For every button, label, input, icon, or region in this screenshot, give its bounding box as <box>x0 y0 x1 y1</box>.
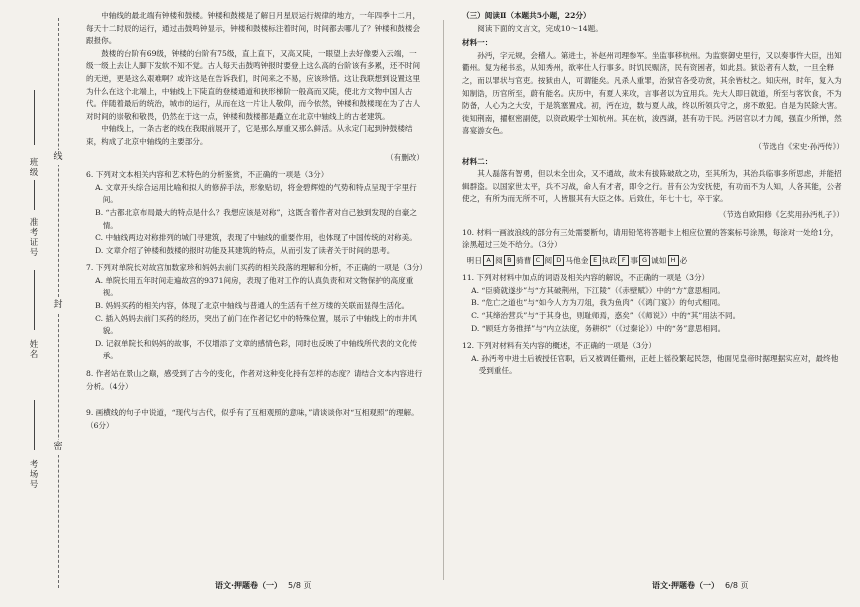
option-b: B. “危亡之道也”与“如今人方为刀俎，我为鱼肉”（《鸿门宴》）的句式相同。 <box>471 298 725 308</box>
text-segment: 如 <box>658 255 667 265</box>
text-segment: 金 <box>580 255 589 265</box>
text-segment: 阅 <box>544 255 553 265</box>
text-segment: 马 <box>565 255 574 265</box>
question-12 <box>462 340 844 378</box>
right-page <box>462 10 844 378</box>
question-stem: 9. 画横线的句子中说道，“现代与古代，似乎有了互相观照的意味，”请谈谈你对“互相观照”的理解。（6分） <box>86 408 419 430</box>
field-line-class[interactable] <box>34 90 35 145</box>
question-stem: 8. 作者站在景山之巅，感受到了古今的变化，作者对这种变化持有怎样的态度？请结合文本内容进行分析。（4分） <box>86 369 423 391</box>
question-stem: 10. 材料一画波浪线的部分有三处需要断句，请用铅笔将答题卡上相应位置的答案标号涂黑，每涂对一处给1分，涂黑超过三处不给分。（3分） <box>462 227 839 250</box>
passage-paragraph: 中轴线的最北端有钟楼和鼓楼。钟楼和鼓楼是了解日月星辰运行规律的地方，一年四季十二月，每天十二时辰的运行，通过击鼓鸣钟显示，钟楼和鼓楼标注着时间，时间都去哪儿了？钟楼和鼓楼会跟报你。 <box>86 11 421 46</box>
text-segment: 曹 <box>523 255 532 265</box>
field-line-name[interactable] <box>34 270 35 330</box>
passage-paragraph: 中轴线上，一条古老的线在我眼前展开了，它是那么厚重又那么鲜活。从永定门起到钟鼓楼结束，构成了北京中轴线的主要部分。 <box>86 124 413 146</box>
page-divider <box>443 20 444 580</box>
left-page-footer <box>215 580 311 591</box>
answer-box-row <box>462 255 844 268</box>
text-segment: 诚 <box>651 255 659 265</box>
passage-paragraph: 鼓楼的台阶有69级，钟楼的台阶有75级，直上直下，又高又陡，一眼望上去好像要入云端，一级一级上去让人脚下发软不知不觉。古人每天击鼓鸣钟报时要登上这么高的台阶该有多累，还不时间的无逆，更是这么艰难啊？或许这是在告诉我们，时间来之不易，应该珍惜。这让我联想到设置这里为什么在这个北端上，中轴线上下陡直的登楼通道和狭形梯阶一般高而又陡，使北方文物中国人古代。伴随着最后的统治，城市的运行，从而在这一片让人敬仰，而今依然，钟楼和鼓楼现在为了古人对时间的崇敬和敬畏，仍然在于这一点，钟楼和鼓楼都是矗立在北京中轴线上的古老建筑。 <box>86 48 421 121</box>
field-label-name: 姓名 <box>29 340 39 360</box>
binding-mark-feng: 封 <box>52 298 64 313</box>
answer-box-a[interactable]: A <box>483 255 494 266</box>
left-page <box>86 10 428 432</box>
material-1-source: （节选自《宋史·孙沔传》） <box>754 141 844 151</box>
field-line-room[interactable] <box>34 400 35 450</box>
text-segment: 事 <box>630 255 639 265</box>
question-6 <box>86 169 424 257</box>
footer-title: 语文·押题卷（一） <box>215 581 283 590</box>
answer-box-c[interactable]: C <box>533 255 544 266</box>
question-stem: 11. 下列对材料中加点的词语及相关内容的解说，不正确的一项是（3分） <box>462 273 710 283</box>
answer-box-h[interactable]: H <box>668 255 679 266</box>
passage-source: （有删改） <box>386 152 424 162</box>
question-7 <box>86 262 428 363</box>
footer-title: 语文·押题卷（一） <box>652 581 720 590</box>
section-instruction: 阅读下面的文言文，完成10～14题。 <box>477 23 603 33</box>
question-11 <box>462 272 844 335</box>
answer-box-f[interactable]: F <box>618 255 629 266</box>
question-10 <box>462 227 844 268</box>
text-segment: 明日 <box>466 255 483 265</box>
option-c: C. “其缔治营兵”与“于其身也，则耻师焉，惑矣”（《师说》）中的“其”用法不同。 <box>471 311 741 321</box>
material-2-text: 其人磊落有智勇，但以未全出众，又不通故，故未有拔陈破敌之功，至其所为，其治兵临事多所思虑，并能招辑群盗。以国家世太平，兵不习战，命人有才者，即令之行。昔有公为安抚使，有功而不为人知，人各其能，公者使之，有所为而无所不可，人皆服其有大臣之体。后致仕，年七十七，卒于家。 <box>462 169 842 204</box>
question-stem: 12. 下列对材料有关内容的概述，不正确的一项是（3分） <box>462 341 656 351</box>
material-2-source: （节选自欧阳修《乞奖用孙沔札子》） <box>718 209 844 219</box>
material-1-text: 孙沔，字元规，会稽人。第进士，补赵州司理参军。坐监事移杭州。为监察御史里行，又以奏事忤大臣，出知衢州。复为秘书丞，从知秀州，欲率仕人行事多。时饥民赈济，民有资困者，如此县。狱讼者有人数，一旦全释之，而以罪状与官吏。按狱由人，可谓能矣。凡杀人重罪，治狱官各受功赏，其余皆杖之。知庆州，时年，复入为知制诰，历官所至，蔚有能名。庆历中，有夏人来攻，言事者以为宜用兵。先大人即日就道，所至与客饮食，不为防备，人心为之大安，于是筑塞置戍。初，沔在边，数与夏人战，终以所领兵守之，虏不敢犯。自是为民除大害。徙知荆南，擢枢密副使，以资政殿学士知杭州。其在杭，浚西湖，甚有功于民。沔居官以才力闻，强直少所惮，然喜宴游女色。 <box>462 50 842 136</box>
question-9 <box>86 407 424 432</box>
question-8 <box>86 368 424 393</box>
field-line-exam-id[interactable] <box>34 180 35 210</box>
option-a: A. “臣骑就遂步”与“方其破荆州，下江陵”（《赤壁赋》）中的“方”意思相同。 <box>471 285 725 295</box>
text-segment: 阅 <box>495 255 503 265</box>
option-a: A. 单院长用五年时间走遍故宫的9371间房，表现了他对工作的认真负责和对文物保护的高度重视。 <box>95 275 414 298</box>
answer-box-e[interactable]: E <box>590 255 601 266</box>
binding-mark-xian: 线 <box>52 150 64 165</box>
field-label-class: 班级 <box>29 158 39 178</box>
field-label-room: 考场号 <box>29 460 39 490</box>
text-segment: 必 <box>679 255 688 265</box>
binding-mark-mi: 密 <box>52 440 64 455</box>
option-d: D. 记叙单院长和妈妈的故事，不仅增添了文章的感情色彩，同时也反映了中轴线所代表的文化传承。 <box>95 338 418 361</box>
answer-box-d[interactable]: D <box>553 255 564 266</box>
material-1-label: 材料一： <box>462 38 493 48</box>
binding-margin <box>0 0 80 607</box>
answer-box-g[interactable]: G <box>639 255 650 266</box>
option-d: D. “顾廷方务推择”与“内立法度，务耕织”（《过秦论》）中的“务”意思相同。 <box>471 323 726 333</box>
question-stem: 7. 下列对单院长对故宫加数家珍和妈妈去前门买药的相关段落的理解和分析，不正确的一项是（3分） <box>86 263 428 273</box>
option-b: B. 妈妈买药的相关内容，体现了北京中轴线与普通人的生活有千丝万缕的关联而显得生活化。 <box>95 301 410 311</box>
answer-box-b[interactable]: B <box>504 255 515 266</box>
option-d: D. 文章介绍了钟楼和鼓楼的报时功能及其建筑的特点，从而引发了读者关于时间的思考。 <box>95 245 395 255</box>
text-segment: 执政 <box>601 255 618 265</box>
text-segment: 骑 <box>515 255 524 265</box>
material-2-label: 材料二： <box>462 156 493 166</box>
option-c: C. 中轴线两边对称排列的城门寻建筑，表现了中轴线的重要作用，也体现了中国传统的对称美。 <box>95 233 417 243</box>
footer-page-number: 6/8 页 <box>725 581 749 590</box>
text-segment: 他 <box>573 255 581 265</box>
footer-page-number: 5/8 页 <box>288 581 312 590</box>
right-page-footer <box>652 580 748 591</box>
option-b: B. “古都北京布局最大的特点是什么？我想应该是对称”，这既含着作者对自己独到发现的自豪之情。 <box>95 207 418 230</box>
section-title: （三）阅读Ⅱ（本题共5小题，22分） <box>462 11 591 20</box>
option-a: A. 孙沔考中进士后被授任官职，后又被调任衢州，正赶上徭役繁起民怨，他面见皇帝时据理据实应对，最终他受到重任。 <box>471 353 839 376</box>
question-stem: 6. 下列对文本相关内容和艺术特色的分析鉴赏，不正确的一项是（3分） <box>86 170 329 180</box>
field-label-exam-id: 准考证号 <box>29 218 39 258</box>
option-c: C. 插入妈妈去前门买药的经历，突出了前门在作者记忆中的特殊位置，展示了中轴线上的市井风貌。 <box>95 313 417 336</box>
option-a: A. 文章开头综合运用比喻和拟人的修辞手法，形象贴切，将金碧辉煌的气势和特点呈现于字里行间。 <box>95 182 417 205</box>
